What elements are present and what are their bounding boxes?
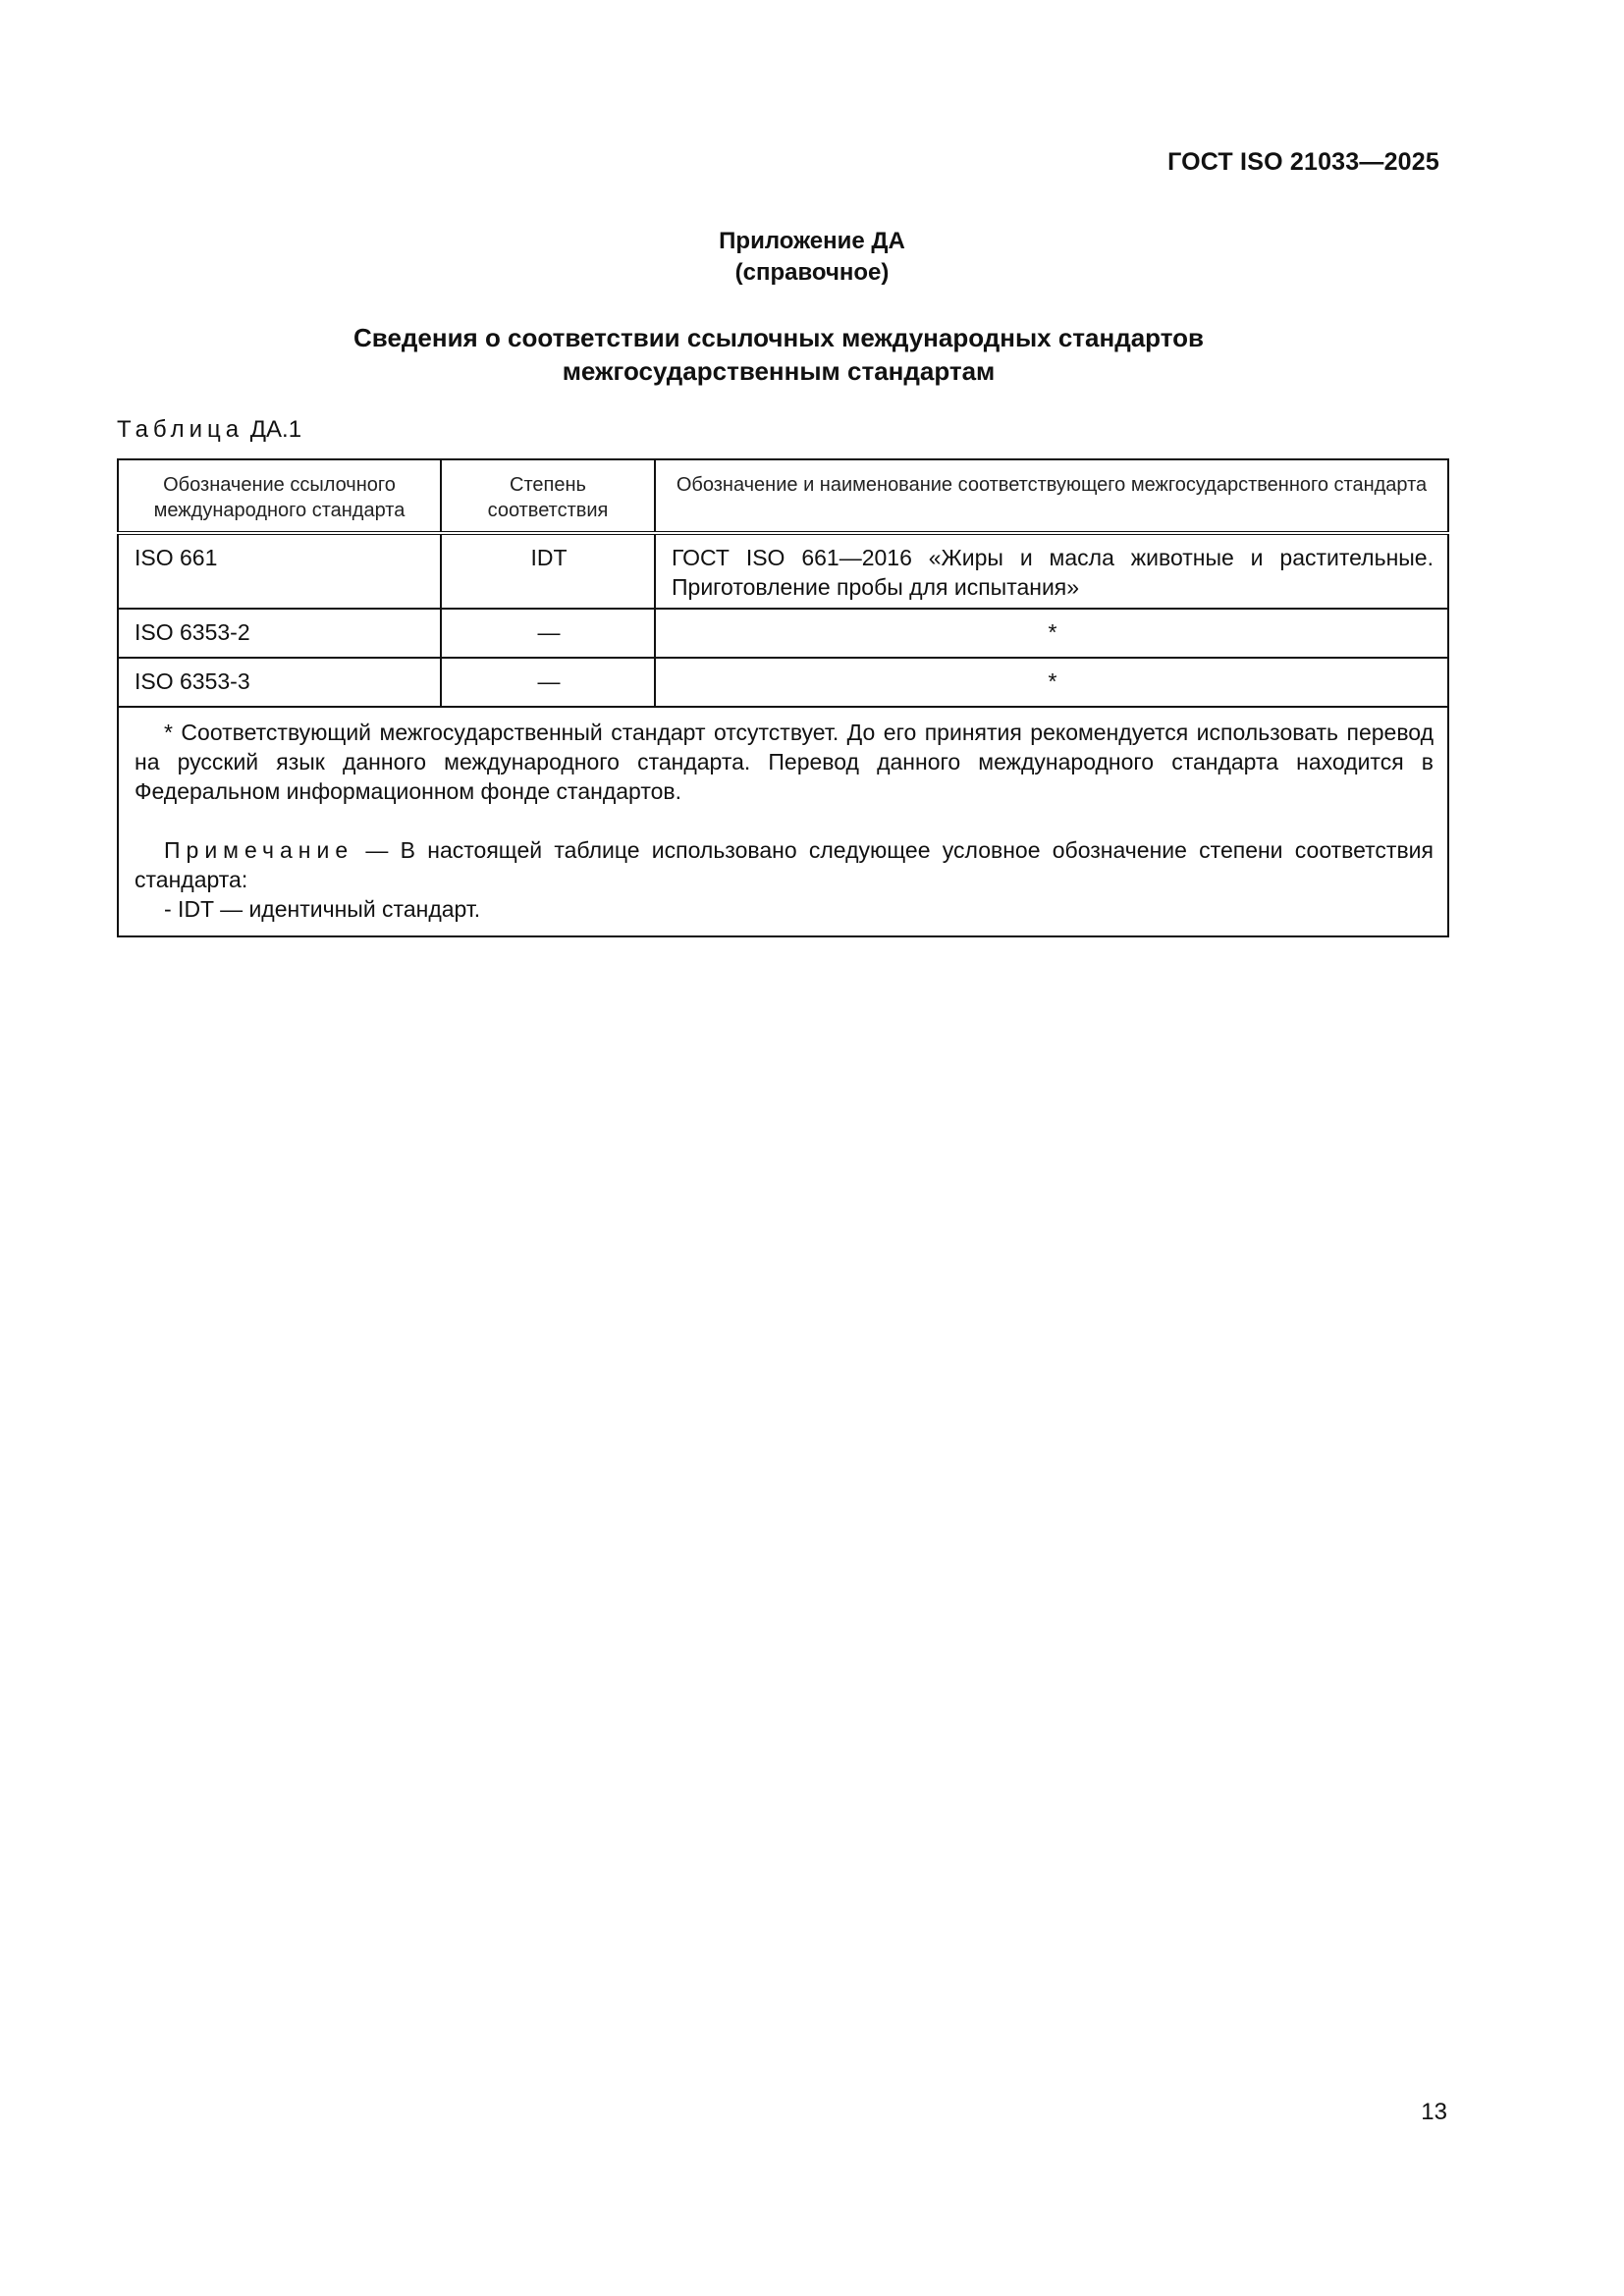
- cell-national-standard: ГОСТ ISO 661—2016 «Жиры и масла животные и растительные. Приготовление пробы для испытания»: [655, 533, 1448, 609]
- cell-standard: ISO 661: [118, 533, 441, 609]
- correspondence-table: [117, 458, 1449, 937]
- cell-degree: IDT: [441, 533, 655, 609]
- appendix-title: Приложение ДА: [719, 228, 905, 254]
- cell-degree: —: [441, 609, 655, 658]
- cell-standard: ISO 6353-2: [118, 609, 441, 658]
- section-heading-line-2: межгосударственным стандартам: [562, 356, 996, 386]
- header-degree-of-correspondence: Степень соответствия: [441, 459, 655, 533]
- table-footnote-cell: [118, 707, 1448, 936]
- cell-national-standard: *: [655, 609, 1448, 658]
- cell-standard: ISO 6353-3: [118, 658, 441, 707]
- table-row: [118, 533, 1448, 609]
- note-paragraph: [135, 835, 1434, 894]
- note-list-item: - IDT — идентичный стандарт.: [164, 896, 481, 922]
- document-code: ГОСТ ISO 21033—2025: [1167, 148, 1439, 176]
- table-caption-number: ДА.1: [249, 416, 302, 443]
- header-international-standard: Обозначение ссылочного международного стандарта: [118, 459, 441, 533]
- table-row: [118, 609, 1448, 658]
- cell-national-standard: *: [655, 658, 1448, 707]
- correspondence-table-wrapper: [117, 458, 1447, 937]
- note-label: Примечание: [164, 837, 354, 863]
- table-row: [118, 658, 1448, 707]
- appendix-subtitle: (справочное): [734, 259, 890, 286]
- footnote-text: * Соответствующий межгосударственный стандарт отсутствует. До его принятия рекомендуется использовать перевод на русский язык данного международного стандарта. Перевод данного международного стандарта находится в Федеральном информационном фонде стандартов.: [135, 720, 1434, 804]
- cell-degree: —: [441, 658, 655, 707]
- table-header-row: [118, 459, 1448, 533]
- header-interstate-standard: Обозначение и наименование соответствующего межгосударственного стандарта: [655, 459, 1448, 533]
- page-number: 13: [1421, 2099, 1447, 2125]
- table-caption: [117, 416, 301, 444]
- table-caption-label: Таблица: [117, 416, 244, 443]
- section-heading-line-1: Сведения о соответствии ссылочных международных стандартов: [353, 323, 1204, 352]
- note-text: — В настоящей таблице использовано следующее условное обозначение степени соответствия стандарта:: [135, 837, 1434, 892]
- table-footnote-row: [118, 707, 1448, 936]
